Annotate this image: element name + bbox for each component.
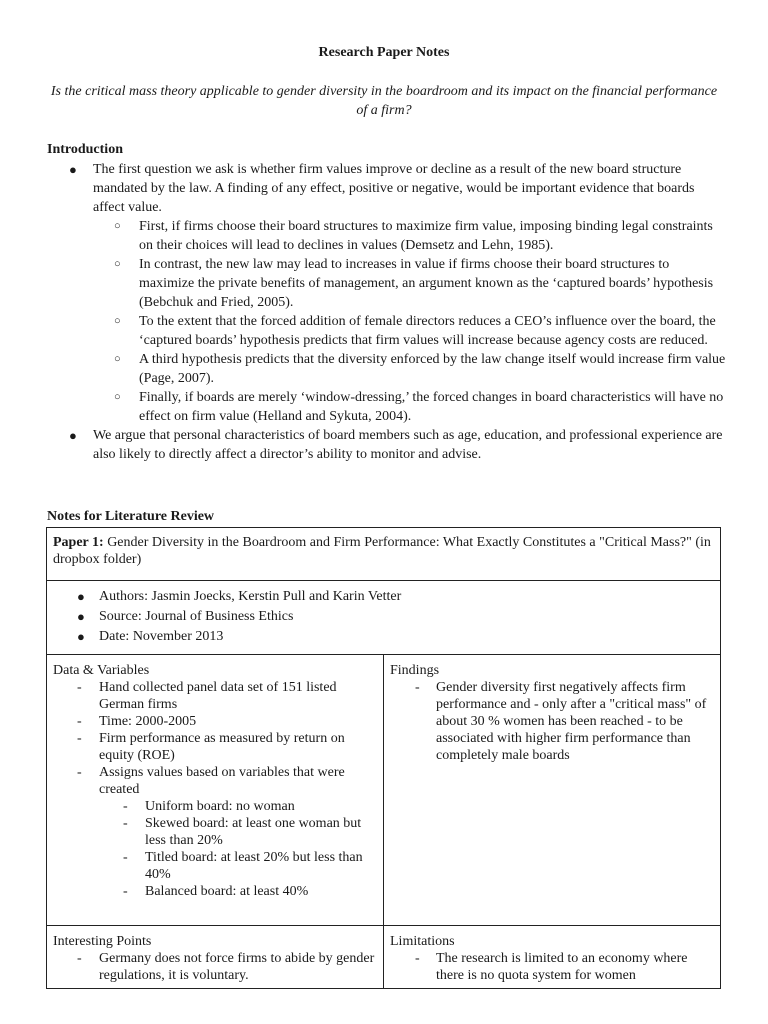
circle-bullet-icon: ○ <box>114 220 121 232</box>
source-text: Source: Journal of Business Ethics <box>99 609 294 624</box>
bullet-icon: ● <box>77 629 85 644</box>
dash-bullet-icon: - <box>77 731 82 746</box>
dash-bullet-icon: - <box>123 799 128 814</box>
list-item <box>47 730 383 764</box>
paper-label: Paper 1: <box>53 535 104 550</box>
sub-list-item <box>47 849 383 883</box>
item-text: Gender diversity first negatively affects firm performance and - only after a "critical mass" of about 30 % women has been reached - to be associated with higher firm performance than completely male boards <box>436 680 707 763</box>
document-title: Research Paper Notes <box>318 45 450 60</box>
item-text: Uniform board: no woman <box>145 799 295 814</box>
limitations-cell <box>384 926 721 989</box>
bullet-icon: ● <box>69 428 77 443</box>
literature-table <box>46 527 721 989</box>
interesting-points-cell <box>47 926 384 989</box>
bullet-text: The first question we ask is whether firm values improve or decline as a result of the new board structure mandated by the law. A finding of any effect, positive or negative, would be important evidence that boards affect value. <box>93 162 695 215</box>
sub-list-item <box>47 798 383 815</box>
sub-bullet-text: Finally, if boards are merely ‘window-dressing,’ the forced changes in board characteristics will have no effect on firm value (Helland and Sykuta, 2004). <box>139 390 724 424</box>
dash-bullet-icon: - <box>77 951 82 966</box>
dash-bullet-icon: - <box>123 884 128 899</box>
sub-list-item <box>47 883 383 900</box>
item-text: Balanced board: at least 40% <box>145 884 309 899</box>
sub-list-item <box>47 815 383 849</box>
list-item <box>384 950 720 984</box>
literature-review-heading: Notes for Literature Review <box>47 509 215 524</box>
item-text: Assigns values based on variables that were created <box>99 765 345 797</box>
circle-bullet-icon: ○ <box>114 391 121 403</box>
authors-text: Authors: Jasmin Joecks, Kerstin Pull and Karin Vetter <box>99 589 402 604</box>
bullet-icon: ● <box>77 589 85 604</box>
sub-list-item <box>47 312 727 350</box>
dash-bullet-icon: - <box>123 850 128 865</box>
dash-bullet-icon: - <box>415 680 420 695</box>
circle-bullet-icon: ○ <box>114 258 121 270</box>
list-item <box>47 627 720 647</box>
interesting-points-heading: Interesting Points <box>53 934 152 949</box>
circle-bullet-icon: ○ <box>114 315 121 327</box>
sub-bullet-text: A third hypothesis predicts that the diversity enforced by the law change itself would increase firm value (Page, 2007). <box>139 352 726 386</box>
list-item <box>47 713 383 730</box>
item-text: Hand collected panel data set of 151 listed German firms <box>99 680 337 712</box>
sub-list-item <box>47 388 727 426</box>
list-item <box>47 160 727 217</box>
dash-bullet-icon: - <box>77 714 82 729</box>
data-variables-cell <box>47 655 384 926</box>
dash-bullet-icon: - <box>77 680 82 695</box>
circle-bullet-icon: ○ <box>114 353 121 365</box>
item-text: The research is limited to an economy where there is no quota system for women <box>436 951 688 983</box>
list-item <box>47 607 720 627</box>
bullet-icon: ● <box>77 609 85 624</box>
introduction-list <box>47 160 727 464</box>
list-item <box>47 764 383 798</box>
item-text: Titled board: at least 20% but less than 40% <box>145 850 363 882</box>
sub-list-item <box>47 350 727 388</box>
dash-bullet-icon: - <box>77 765 82 780</box>
paper-title-cell <box>47 528 721 581</box>
paper-meta-cell <box>47 581 721 655</box>
sub-bullet-text: In contrast, the new law may lead to increases in value if firms choose their board structures to maximize the private benefits of management, an argument known as the ‘captured boards’ hypothesis (Bebchuk and Fried, 2005). <box>139 257 714 310</box>
findings-cell <box>384 655 721 926</box>
item-text: Firm performance as measured by return on equity (ROE) <box>99 731 345 763</box>
bullet-icon: ● <box>69 162 77 177</box>
research-question: Is the critical mass theory applicable to gender diversity in the boardroom and its impact on the financial performance of a firm? <box>50 84 718 118</box>
sub-bullet-text: To the extent that the forced addition of female directors reduces a CEO’s influence over the board, the ‘captured boards’ hypothesis predicts that firm values will increase because agency costs are reduced. <box>139 314 716 348</box>
bullet-text: We argue that personal characteristics of board members such as age, education, and professional experience are also likely to directly affect a director’s ability to monitor and advise. <box>93 428 723 462</box>
findings-heading: Findings <box>390 663 440 678</box>
data-variables-heading: Data & Variables <box>53 663 150 678</box>
list-item <box>47 587 720 607</box>
item-text: Time: 2000-2005 <box>99 714 197 729</box>
item-text: Skewed board: at least one woman but less than 20% <box>145 816 362 848</box>
introduction-heading: Introduction <box>47 142 123 157</box>
sub-list-item <box>47 217 727 255</box>
date-text: Date: November 2013 <box>99 629 224 644</box>
list-item <box>384 679 720 764</box>
list-item <box>47 679 383 713</box>
sub-bullet-text: First, if firms choose their board structures to maximize firm value, imposing binding legal constraints on their choices will lead to declines in values (Demsetz and Lehn, 1985). <box>139 219 713 253</box>
paper-title: Gender Diversity in the Boardroom and Firm Performance: What Exactly Constitutes a "Critical Mass?" (in dropbox folder) <box>53 535 711 567</box>
list-item <box>47 950 383 984</box>
limitations-heading: Limitations <box>390 934 455 949</box>
dash-bullet-icon: - <box>123 816 128 831</box>
sub-list-item <box>47 255 727 312</box>
list-item <box>47 426 727 464</box>
dash-bullet-icon: - <box>415 951 420 966</box>
item-text: Germany does not force firms to abide by gender regulations, it is voluntary. <box>99 951 375 983</box>
